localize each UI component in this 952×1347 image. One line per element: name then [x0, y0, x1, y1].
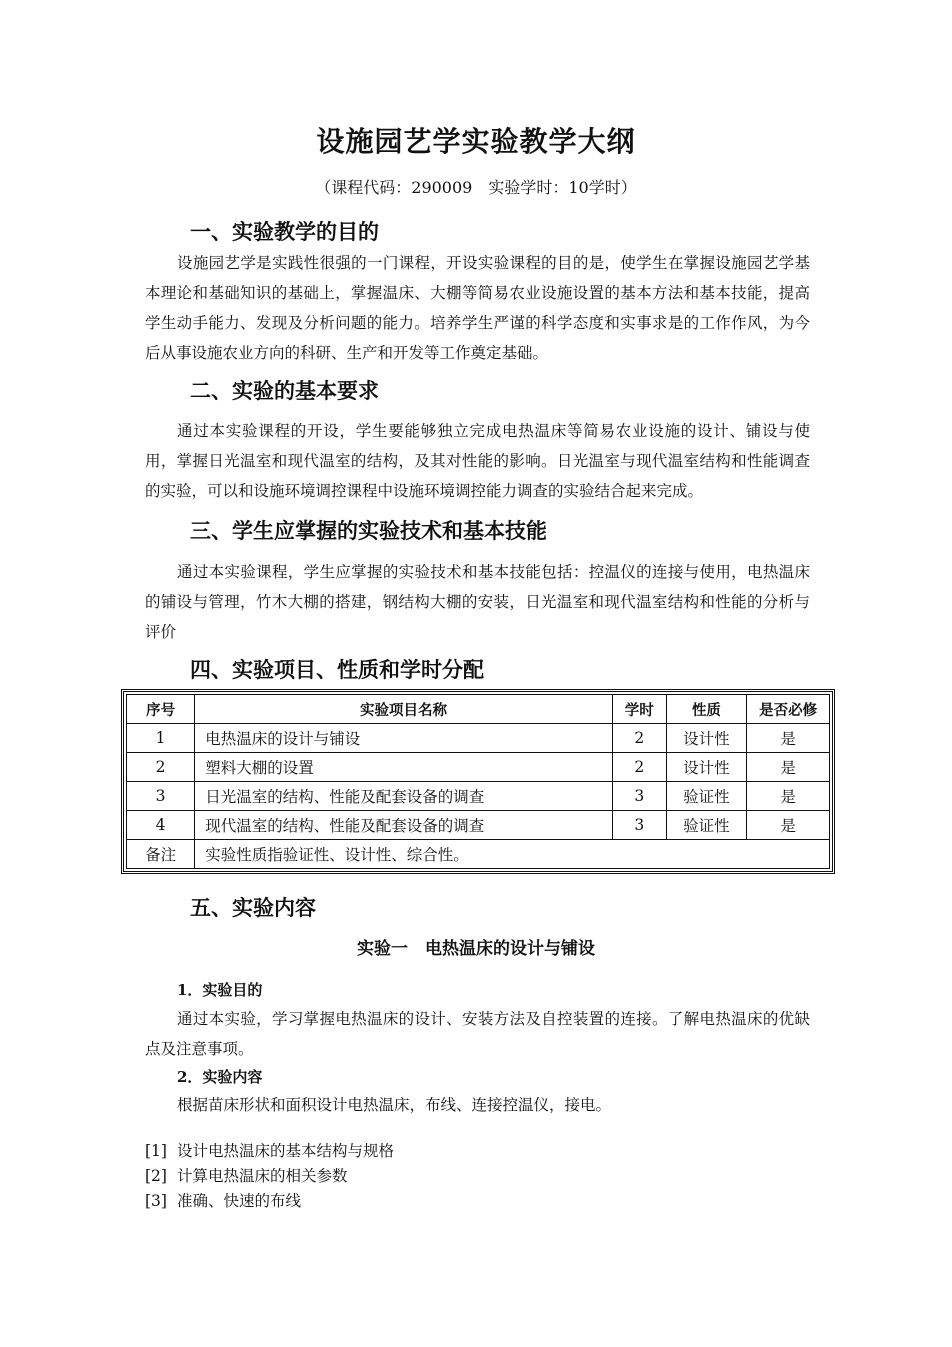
cell-type: 设计性 — [666, 724, 747, 753]
header-cell-index: 序号 — [127, 695, 195, 724]
table-row — [127, 782, 830, 811]
list-item-number: [3] — [145, 1192, 167, 1210]
purpose-text: 通过本实验，学习掌握电热温床的设计、安装方法及自控装置的连接。了解电热温床的优缺点及注意事项。 — [145, 1010, 810, 1058]
cell-name: 电热温床的设计与铺设 — [195, 724, 613, 753]
table-row — [127, 753, 830, 782]
cell-hours: 3 — [612, 811, 666, 840]
cell-index: 1 — [127, 724, 195, 753]
list-item-text: 设计电热温床的基本结构与规格 — [177, 1142, 395, 1160]
section-text-1: 设施园艺学是实践性很强的一门课程，开设实验课程的目的是，使学生在掌握设施园艺学基本理论和基础知识的基础上，掌握温床、大棚等简易农业设施设置的基本方法和基本技能，提高学生动手能力、发现及分析问题的能力。培养学生严谨的科学态度和实事求是的工作作风，为今后从事设施农业方向的科研、生产和开发等工作奠定基础。 — [145, 254, 810, 362]
table-header-row — [127, 695, 830, 724]
section-text-2: 通过本实验课程的开设，学生要能够独立完成电热温床等简易农业设施的设计、铺设与使用，掌握日光温室和现代温室的结构，及其对性能的影响。日光温室与现代温室结构和性能调查的实验，可以和设施环境调控课程中设施环境调控能力调查的实验结合起来完成。 — [145, 422, 810, 500]
list-item-number: [1] — [145, 1142, 167, 1160]
section-heading-1: 一、实验教学的目的 — [190, 220, 379, 244]
document-title: 设施园艺学实验教学大纲 — [316, 125, 636, 158]
section-text-3: 通过本实验课程，学生应掌握的实验技术和基本技能包括：控温仪的连接与使用，电热温床的铺设与管理，竹木大棚的搭建，钢结构大棚的安装，日光温室和现代温室结构和性能的分析与评价 — [145, 563, 810, 641]
cell-type: 验证性 — [666, 811, 747, 840]
experiment-title: 实验一 电热温床的设计与铺设 — [357, 939, 595, 959]
section-heading-5: 五、实验内容 — [190, 896, 316, 920]
list-item-text: 准确、快速的布线 — [177, 1192, 302, 1210]
cell-required: 是 — [747, 782, 830, 811]
table-note-row — [127, 840, 830, 869]
header-cell-required: 是否必修 — [747, 695, 830, 724]
header-cell-hours: 学时 — [612, 695, 666, 724]
cell-name: 日光温室的结构、性能及配套设备的调查 — [195, 782, 613, 811]
document-subtitle: （课程代码：290009 实验学时：10学时） — [315, 178, 637, 197]
cell-hours: 3 — [612, 782, 666, 811]
cell-required: 是 — [747, 811, 830, 840]
note-text: 实验性质指验证性、设计性、综合性。 — [195, 840, 830, 869]
list-item — [145, 1139, 394, 1164]
table-row — [127, 724, 830, 753]
cell-type: 设计性 — [666, 753, 747, 782]
section-heading-2: 二、实验的基本要求 — [190, 379, 379, 403]
cell-name: 现代温室的结构、性能及配套设备的调查 — [195, 811, 613, 840]
cell-index: 4 — [127, 811, 195, 840]
cell-hours: 2 — [612, 753, 666, 782]
cell-index: 2 — [127, 753, 195, 782]
purpose-heading: 1．实验目的 — [177, 981, 263, 999]
list-item — [145, 1164, 394, 1189]
list-item-text: 计算电热温床的相关参数 — [177, 1167, 348, 1185]
cell-name: 塑料大棚的设置 — [195, 753, 613, 782]
header-cell-type: 性质 — [666, 695, 747, 724]
cell-required: 是 — [747, 724, 830, 753]
note-label: 备注 — [127, 840, 195, 869]
list-item — [145, 1189, 394, 1214]
cell-required: 是 — [747, 753, 830, 782]
content-steps-list — [145, 1139, 394, 1214]
experiment-table — [121, 689, 835, 874]
cell-hours: 2 — [612, 724, 666, 753]
cell-index: 3 — [127, 782, 195, 811]
section-heading-4: 四、实验项目、性质和学时分配 — [190, 658, 484, 682]
section-heading-3: 三、学生应掌握的实验技术和基本技能 — [190, 519, 547, 543]
content-text: 根据苗床形状和面积设计电热温床，布线、连接控温仪，接电。 — [177, 1096, 612, 1114]
table-row — [127, 811, 830, 840]
content-heading: 2．实验内容 — [177, 1068, 263, 1086]
cell-type: 验证性 — [666, 782, 747, 811]
list-item-number: [2] — [145, 1167, 167, 1185]
header-cell-name: 实验项目名称 — [195, 695, 613, 724]
